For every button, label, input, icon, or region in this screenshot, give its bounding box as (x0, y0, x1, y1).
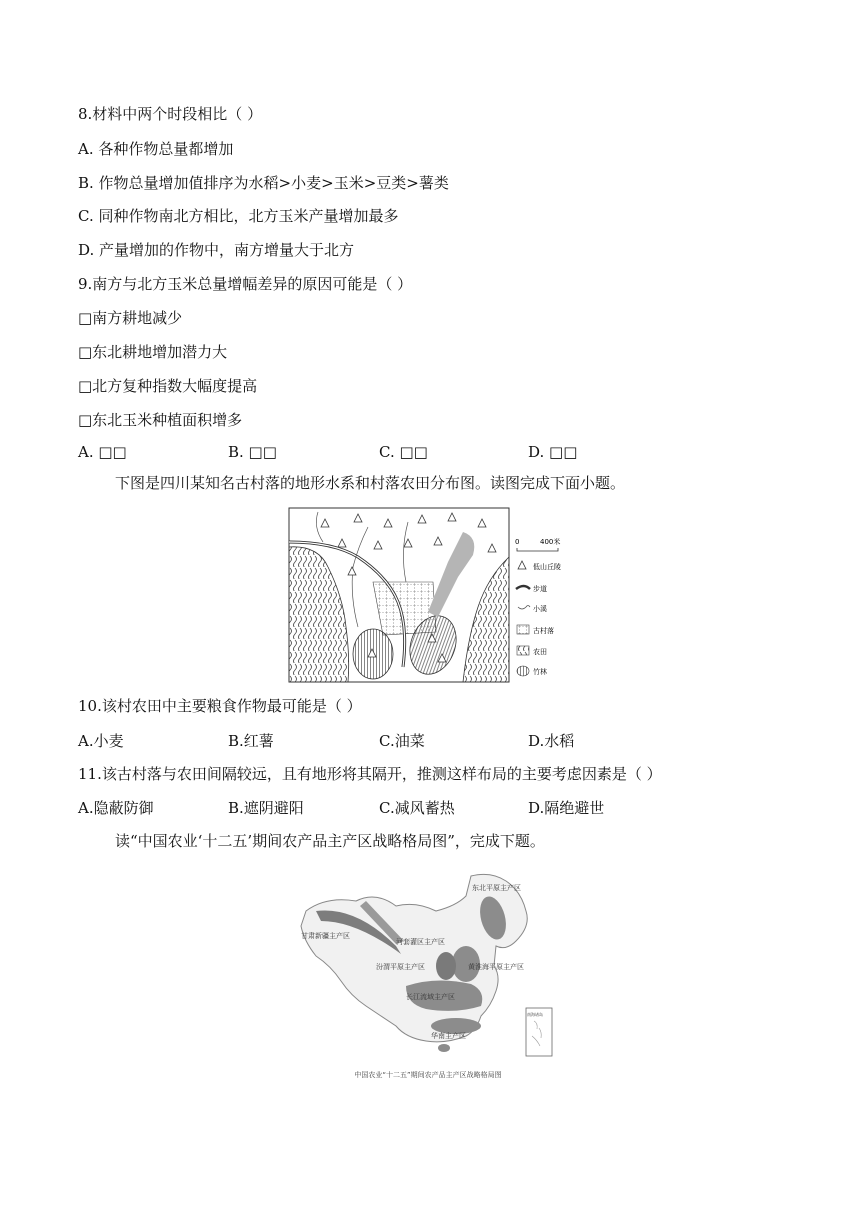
intro-village-map: 下图是四川某知名古村落的地形水系和村落农田分布图。读图完成下面小题。 (115, 474, 626, 492)
label-yangtze: 长江流域主产区 (406, 993, 455, 1001)
village-map-figure (288, 507, 574, 683)
label-gansu-xinjiang: 甘肃新疆主产区 (301, 932, 350, 940)
q11-option-d: D.隔绝避世 (528, 799, 605, 817)
q11-option-b: B.遮阴避阳 (228, 799, 304, 817)
inset-label: 南海诸岛 (527, 1012, 543, 1017)
q9-statement-4: □东北玉米种植面积增多 (78, 411, 243, 429)
q11-stem: 11.该古村落与农田间隔较远，且有地形将其隔开，推测这样布局的主要考虑因素是（ ） (78, 765, 662, 783)
q9-statement-2: □东北耕地增加潜力大 (78, 343, 228, 361)
q8-option-b: B. 作物总量增加值排序为水稻>小麦>玉米>豆类>薯类 (78, 174, 449, 192)
q9-statement-3: □北方复种指数大幅度提高 (78, 377, 258, 395)
label-south-china: 华南主产区 (431, 1032, 466, 1040)
q11-option-c: C.减风蓄热 (379, 799, 455, 817)
q10-option-d: D.水稻 (528, 732, 575, 750)
q8-option-a: A. 各种作物总量都增加 (78, 140, 234, 158)
q9-option-a: A. □□ (78, 443, 127, 461)
scale-400m: 400米 (540, 538, 561, 546)
q9-option-b: B. □□ (228, 443, 277, 461)
legend-stream: 小溪 (533, 605, 547, 613)
q9-option-c: C. □□ (379, 443, 428, 461)
map-caption: 中国农业“十二五”期间农产品主产区战略格局图 (354, 1071, 502, 1079)
legend-hills: 低山丘陵 (533, 563, 561, 571)
label-huanghuaihai: 黄淮海平原主产区 (468, 963, 524, 971)
china-map (296, 866, 560, 1084)
intro-china-map: 读“中国农业‘十二五’期间农产品主产区战略格局图”，完成下题。 (115, 832, 545, 850)
legend-bamboo: 竹林 (533, 668, 547, 676)
label-hetao: 河套灌区主产区 (396, 938, 445, 946)
q9-statement-1: □南方耕地减少 (78, 309, 183, 327)
q11-option-a: A.隐蔽防御 (78, 799, 154, 817)
q8-option-d: D. 产量增加的作物中，南方增量大于北方 (78, 241, 355, 259)
legend-road: 步道 (533, 585, 547, 593)
village-map (288, 507, 574, 683)
scale-zero: 0 (515, 538, 520, 546)
q10-option-b: B.红薯 (228, 732, 274, 750)
china-map-figure (296, 866, 560, 1084)
q10-option-c: C.油菜 (379, 732, 425, 750)
q9-stem: 9.南方与北方玉米总量增幅差异的原因可能是（ ） (78, 275, 413, 293)
q8-stem: 8.材料中两个时段相比（ ） (78, 105, 263, 123)
label-fenwei: 汾渭平原主产区 (376, 963, 425, 971)
q10-stem: 10.该村农田中主要粮食作物最可能是（ ） (78, 697, 362, 715)
legend-field: 农田 (533, 648, 547, 656)
label-northeast: 东北平原主产区 (472, 884, 521, 892)
q8-option-c: C. 同种作物南北方相比，北方玉米产量增加最多 (78, 207, 399, 225)
q10-option-a: A.小麦 (78, 732, 124, 750)
q9-option-d: D. □□ (528, 443, 578, 461)
legend-village: 古村落 (533, 627, 554, 635)
